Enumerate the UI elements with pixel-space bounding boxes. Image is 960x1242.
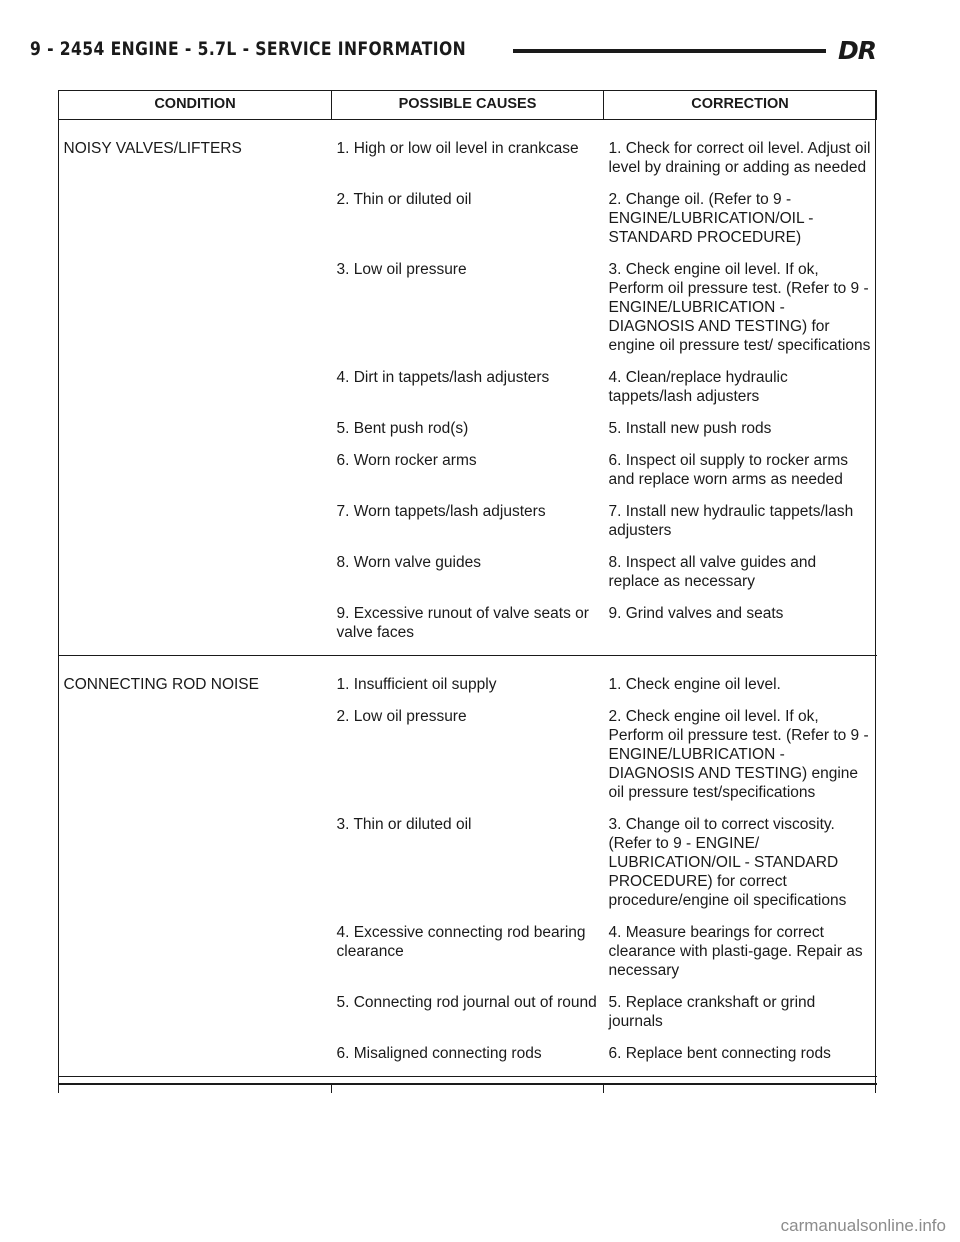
table-row (59, 190, 877, 260)
table-footer-row (59, 1077, 877, 1085)
watermark: carmanualsonline.info (780, 1216, 946, 1235)
table-row (59, 502, 877, 553)
table-tail-ticks (58, 1085, 876, 1093)
possible-cause-cell: 3. Thin or diluted oil (336, 816, 472, 833)
table-row (59, 993, 877, 1044)
possible-cause-cell: 1. Insufficient oil supply (336, 676, 497, 693)
table-header-row (59, 91, 877, 120)
condition-cell (59, 604, 332, 656)
table-row (59, 451, 877, 502)
possible-cause-cell: 6. Misaligned connecting rods (332, 1044, 604, 1077)
correction-cell: 9. Grind valves and seats (604, 604, 877, 656)
column-header-condition: CONDITION (59, 91, 332, 120)
condition-cell (59, 923, 332, 993)
condition-cell (59, 1044, 332, 1077)
column-header-correction: CORRECTION (604, 91, 877, 120)
table-row (59, 419, 877, 451)
correction-cell: 6. Replace bent connecting rods (604, 1044, 877, 1077)
table-row (59, 815, 877, 923)
possible-cause-cell: 5. Connecting rod journal out of round (336, 994, 597, 1011)
column-header-possible-causes: POSSIBLE CAUSES (332, 91, 604, 120)
diagnosis-table (58, 90, 877, 1085)
condition-cell (59, 419, 332, 451)
page-header (30, 36, 876, 66)
table-row (59, 923, 877, 993)
correction-cell: 8. Inspect all valve guides and replace as necessary (608, 554, 817, 590)
possible-cause-cell: 9. Excessive runout of valve seats or valve faces (332, 604, 604, 656)
table-row (59, 1044, 877, 1077)
page-title: 9 - 2454 ENGINE - 5.7L - SERVICE INFORMATION (30, 38, 467, 60)
table-row (59, 604, 877, 656)
possible-cause-cell: 5. Bent push rod(s) (336, 420, 469, 437)
table-body (59, 120, 877, 1085)
possible-cause-cell: 8. Worn valve guides (336, 554, 481, 571)
possible-cause-cell: 2. Low oil pressure (336, 708, 467, 725)
possible-cause-cell: 7. Worn tappets/lash adjusters (336, 503, 546, 520)
correction-cell: 1. Check engine oil level. (608, 676, 781, 693)
brand-logo: DR (837, 36, 876, 65)
correction-cell: 2. Check engine oil level. If ok, Perform oil pressure test. (Refer to 9 - ENGINE/LUBRICATION - DIAGNOSIS AND TESTING) engine oil pressure test/specifications (608, 708, 869, 801)
table-row (59, 260, 877, 368)
column-divider-tick (331, 1085, 332, 1093)
table-row (59, 368, 877, 419)
possible-cause-cell: 3. Low oil pressure (336, 261, 467, 278)
condition-cell (59, 993, 332, 1044)
correction-cell: 6. Inspect oil supply to rocker arms and replace worn arms as needed (608, 452, 848, 488)
correction-cell: 3. Change oil to correct viscosity. (Refer to 9 - ENGINE/ LUBRICATION/OIL - STANDARD PROCEDURE) for correct procedure/engine oil specifications (608, 816, 847, 909)
table-row (59, 707, 877, 815)
correction-cell: 1. Check for correct oil level. Adjust oil level by draining or adding as needed (608, 140, 871, 176)
column-divider-tick (603, 1085, 604, 1093)
correction-cell: 4. Measure bearings for correct clearance with plasti-gage. Repair as necessary (608, 924, 863, 979)
correction-cell: 4. Clean/replace hydraulic tappets/lash adjusters (608, 369, 788, 405)
condition-cell: NOISY VALVES/LIFTERS (63, 140, 242, 157)
condition-cell: CONNECTING ROD NOISE (63, 676, 259, 693)
footer-cell (59, 1077, 332, 1085)
condition-cell (59, 190, 332, 260)
footer-cell (604, 1077, 877, 1085)
footer-cell (332, 1077, 604, 1085)
diagnosis-table-wrap (58, 90, 876, 1085)
correction-cell: 5. Install new push rods (608, 420, 772, 437)
condition-cell (59, 260, 332, 368)
correction-cell: 3. Check engine oil level. If ok, Perform oil pressure test. (Refer to 9 - ENGINE/LUBRICATION - DIAGNOSIS AND TESTING) for engine oil pressure test/ specifications (608, 261, 871, 354)
correction-cell: 2. Change oil. (Refer to 9 - ENGINE/LUBRICATION/OIL - STANDARD PROCEDURE) (608, 191, 814, 246)
possible-cause-cell: 4. Excessive connecting rod bearing clearance (336, 924, 586, 960)
condition-cell (59, 815, 332, 923)
condition-cell (59, 502, 332, 553)
table-row (59, 120, 877, 191)
table-row (59, 553, 877, 604)
condition-cell (59, 368, 332, 419)
correction-cell: 5. Replace crankshaft or grind journals (608, 994, 816, 1030)
possible-cause-cell: 1. High or low oil level in crankcase (336, 140, 579, 157)
possible-cause-cell: 6. Worn rocker arms (336, 452, 477, 469)
table-left-border (58, 90, 59, 1093)
header-rule (513, 49, 826, 53)
condition-cell (59, 553, 332, 604)
possible-cause-cell: 2. Thin or diluted oil (336, 191, 472, 208)
condition-cell (59, 451, 332, 502)
table-right-border (875, 90, 876, 1093)
correction-cell: 7. Install new hydraulic tappets/lash adjusters (608, 503, 854, 539)
condition-cell (59, 707, 332, 815)
possible-cause-cell: 4. Dirt in tappets/lash adjusters (336, 369, 550, 386)
table-row (59, 656, 877, 708)
